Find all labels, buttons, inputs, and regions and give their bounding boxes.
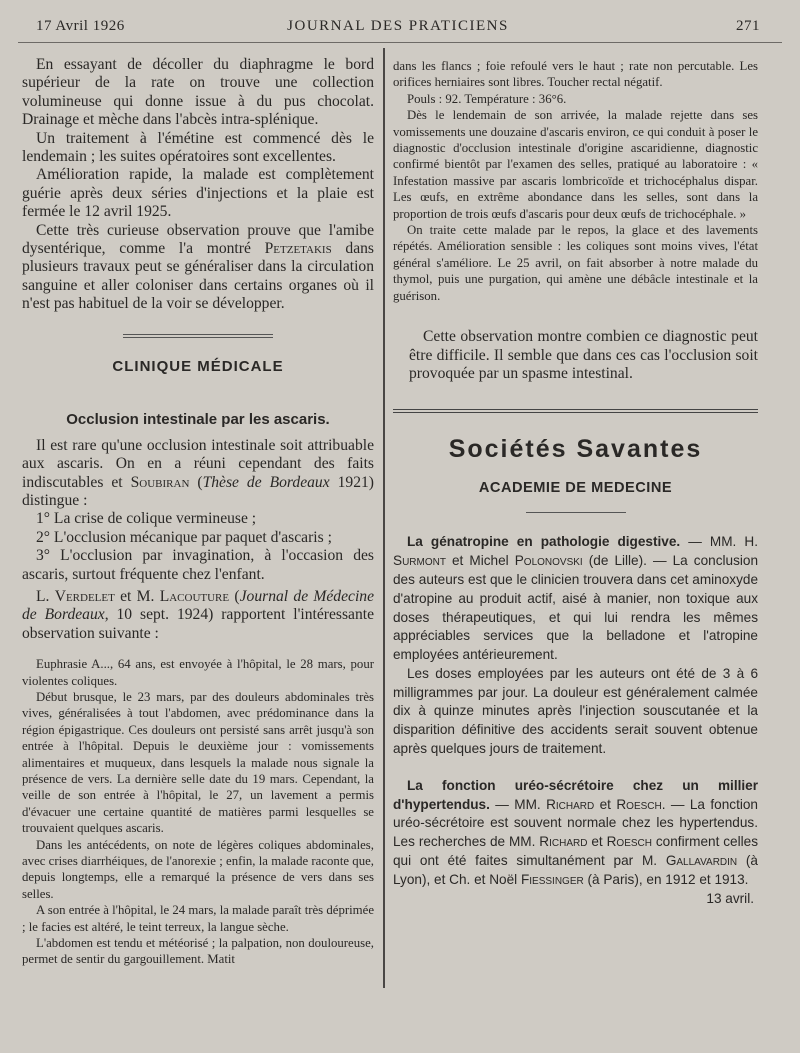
academie-reports (393, 533, 758, 908)
journal-title: JOURNAL DES PRATICIENS (287, 18, 509, 34)
section-rule (393, 409, 758, 413)
paragraph: La fonction uréo-sécrétoire chez un millier d'hypertendus. — MM. Richard et Roesch. — La fonction uréo-sécrétoire est souvent normale chez les hypertendus. Les recherches de MM. Richard et Roesch confirment celles qui ont été faites simultanément par M. Gallavardin (à Lyon), et Ch. et Noël Fiessinger (à Paris), en 1912 et 1913. (393, 777, 758, 887)
article-intro (22, 437, 374, 643)
paragraph: Cette très curieuse observation prouve que l'amibe dysentérique, comme l'a montré Petzetakis dans plusieurs travaux peut se généraliser dans la circulation sanguine et aller coloniser dans certains organes où il n'est pas habituel de la voir se développer. (22, 221, 374, 313)
paragraph: Dans les antécédents, on note de légères coliques abdominales, avec crises diarrhéiques, de l'anorexie ; enfin, la malade raconte que, depuis longtemps, elle a remarqué la présence de vers dans ses selles. (22, 837, 374, 901)
author-name: Petzetakis (264, 240, 332, 258)
page-header (36, 18, 760, 38)
author-name: Gallavardin (665, 853, 738, 869)
occlusion-types-list (22, 510, 374, 584)
right-column (393, 58, 758, 908)
paragraph: L'abdomen est tendu et météorisé ; la palpation, non douloureuse, permet de sentir du gargouillement. Matit (22, 936, 374, 967)
list-item: 1° La crise de colique vermineuse ; (36, 510, 257, 528)
author-name: Verdelet (54, 587, 115, 605)
left-column (22, 56, 374, 968)
issue-date: 17 Avril 1926 (36, 18, 125, 34)
list-item: 3° L'occlusion par invagination, à l'occasion des ascaris, surtout fréquente chez l'enfant. (22, 547, 374, 583)
paragraph: Les doses employées par les auteurs ont été de 3 à 6 milligrammes par jour. La douleur est généralement calmée dix à quinze minutes après l'injection souscutanée et la disparition définitive des accidents serait souvent obtenue après quelques jours de traitement. (393, 665, 758, 757)
paragraph: On traite cette malade par le repos, la glace et des lavements répétés. Amélioration sensible : les coliques sont moins vives, l'état général s'améliore. Le 25 avril, on fait absorber à notre malade du thymol, puis une purgation, qui amène une débâcle intestinale et la guérison. (393, 223, 758, 303)
paragraph: La génatropine en pathologie digestive. — MM. H. Surmont et Michel Polonovski (de Lille). — La conclusion des auteurs est que le clinicien trouvera dans cet aminoxyde d'atropine au produit actif, aisé à manier, non toxique aux doses thérapeutiques, et qui lui rendra les mêmes appréciables services que la belladone et l'atropine employées antérieurement. (393, 534, 759, 663)
report-title: La génatropine en pathologie digestive. (407, 534, 681, 550)
academie-title: ACADEMIE DE MEDECINE (478, 480, 673, 497)
author-name: Richard (539, 834, 588, 850)
author-name: Lacouture (159, 587, 230, 605)
paragraph: Début brusque, le 23 mars, par des douleurs abdominales très vives, généralisées à tout l'abdomen, avec prédominance dans la région épigastrique. Ces douleurs ont persisté sans arrêt jusqu'à son entrée à l'hôpital. Depuis le deuxième jour : vomissements alimentaires et muqueux, dans lesquels la malade nous signale la présence de vers. La dernière selle date du 19 mars. Cependant, la veille de son entrée à l'hôpital, le 27, un lavement a permis d'évacuer une certaine quantité de matières parmi lesquelles se trouvaient quelques ascaris. (22, 689, 374, 836)
author-name: Roesch (616, 796, 662, 812)
paragraph: L. Verdelet et M. Lacouture (Journal de Médecine de Bordeaux, 10 sept. 1924) rapportent l'intéressante observation suivante : (22, 587, 374, 642)
paragraph: dans les flancs ; foie refoulé vers le haut ; rate non percutable. Les orifices herniaires sont libres. Toucher rectal négatif. (393, 59, 758, 90)
conclusion (393, 328, 758, 383)
author-name: Soubiran (130, 473, 190, 491)
thesis-title: Thèse de Bordeaux (202, 473, 330, 491)
author-name: Surmont (393, 553, 446, 569)
list-item: 2° L'occlusion mécanique par paquet d'ascaris ; (36, 528, 332, 546)
title-underline (526, 512, 626, 513)
paragraph: Un traitement à l'émétine est commencé dès le lendemain ; les suites opératoires sont excellentes. (22, 129, 374, 166)
case-report-continued (393, 58, 758, 304)
section-separator (123, 334, 273, 338)
paragraph: Euphrasie A..., 64 ans, est envoyée à l'hôpital, le 28 mars, pour violentes coliques. (22, 657, 374, 688)
author-name: Fiessinger (520, 871, 584, 887)
societes-savantes-title: Sociétés Savantes (448, 435, 703, 464)
article-title: Occlusion intestinale par les ascaris. (66, 410, 330, 428)
paragraph: A son entrée à l'hôpital, le 24 mars, la malade paraît très déprimée ; le facies est altéré, le teint terreux, la langue sèche. (22, 903, 374, 934)
journal-name: Journal de Médecine de Bordeaux (22, 587, 374, 624)
case-report (22, 656, 374, 968)
report-title: La fonction uréo-sécrétoire chez un millier d'hypertendus. (393, 777, 758, 812)
paragraph: Il est rare qu'une occlusion intestinale soit attribuable aux ascaris. On en a réuni cependant des faits indiscutables et Soubiran (Thèse de Bordeaux 1921) distingue : (22, 436, 375, 509)
paragraph: Dès le lendemain de son arrivée, la malade rejette dans ses vomissements une douzaine d'ascaris environ, ce qui conduit à poser le diagnostic d'occlusion intestinale d'origine ascaridienne, diagnostic confirmé bientôt par l'examen des selles, pratiqué au laboratoire : « Infestation massive par ascaris lombricoïde et trichocéphalus dispar. Les œufs, en extrême abondance dans les selles, sont dans la proportion de trois œufs d'ascaris pour deux œufs de trichocéphale. » (393, 108, 758, 221)
author-name: Richard (546, 796, 595, 812)
report-date: 13 avril. (706, 890, 754, 906)
abscess-case-end (22, 56, 374, 314)
paragraph: Cette observation montre combien ce diagnostic peut être difficile. Il semble que dans ces cas l'occlusion soit provoquée par un spasme intestinal. (409, 328, 758, 382)
author-name: Roesch (606, 834, 652, 850)
paragraph: En essayant de décoller du diaphragme le bord supérieur de la rate on trouve une collection volumineuse qui donne issue à du pus chocolat. Drainage et mèche dans l'abcès intra-splénique. (22, 56, 374, 129)
column-divider (383, 48, 385, 988)
paragraph: Pouls : 92. Température : 36°6. (407, 91, 567, 106)
author-name: Polonovski (514, 553, 583, 569)
paragraph: Amélioration rapide, la malade est complètement guérie après deux séries d'injections et la plaie est fermée le 12 avril 1925. (22, 166, 374, 221)
header-rule (18, 42, 782, 43)
section-title: CLINIQUE MÉDICALE (112, 357, 284, 375)
page-number: 271 (736, 18, 760, 34)
